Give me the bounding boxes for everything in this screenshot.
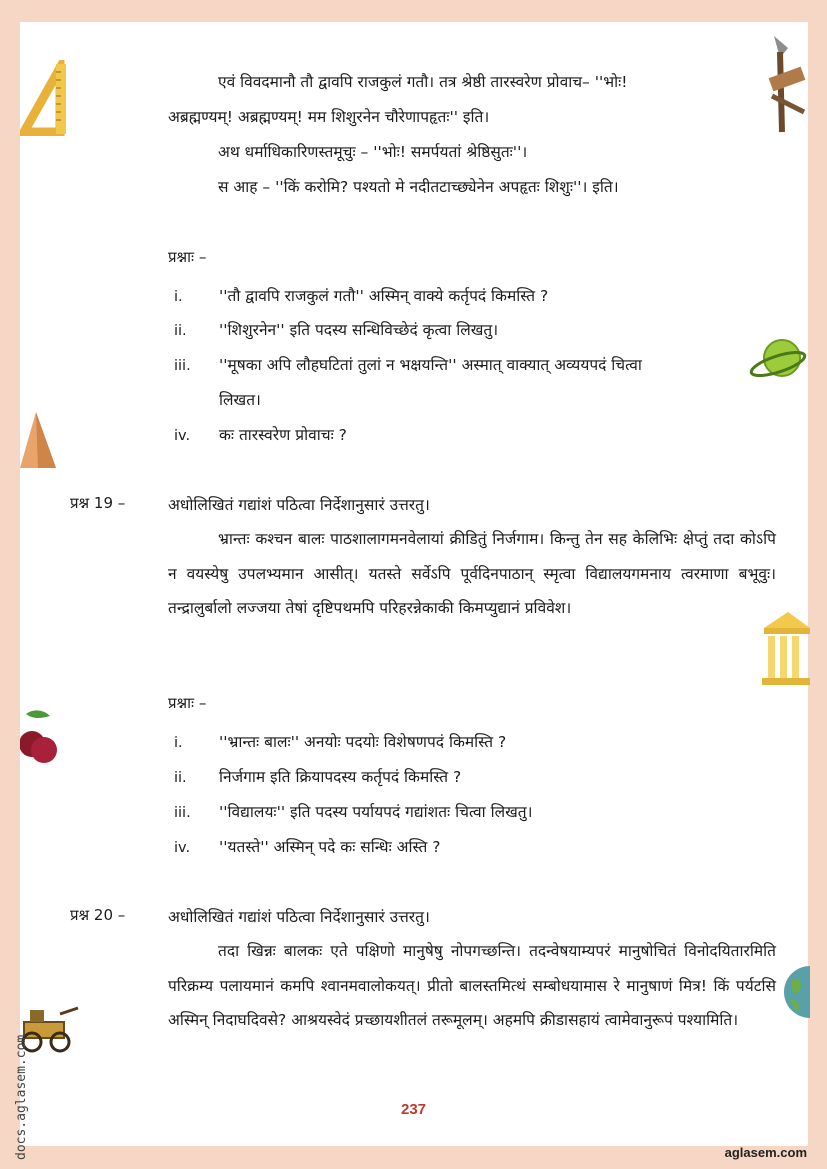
question-number: iii. [174,358,191,374]
red-fruit-icon [20,706,60,770]
questions-a-heading: प्रश्नाः – [168,248,207,266]
question-19-item-4 [174,835,441,857]
pyramid-icon [20,410,58,470]
passage-a-line-1: एवं विवदमानौ तौ द्वावपि राजकुलं गतौ। तत्र श्रेष्ठी तारस्वरेण प्रोवाच– ''भोः! [218,73,628,91]
question-text: ''विद्यालयः'' इति पदस्य पर्यायपदं गद्यांशतः चित्वा लिखतु। [219,803,533,821]
vintage-car-icon [20,1000,82,1054]
question-19-heading: प्रश्नाः – [168,694,207,712]
question-text: ''यतस्ते'' अस्मिन् पदे कः सन्धिः अस्ति ? [219,838,441,856]
stone-spear-icon [768,34,810,134]
question-text: कः तारस्वरेण प्रोवाचः ? [219,426,347,444]
question-text: ''मूषका अपि लौहघटितां तुलां न भक्षयन्ति'' अस्मात् वाक्यात् अव्ययपदं चित्वा [219,356,642,374]
question-a-2 [174,318,498,340]
question-19-instruction: अधोलिखितं गद्यांशं पठित्वा निर्देशानुसारं उत्तरतु। [168,496,430,514]
question-text: ''तौ द्वावपि राजकुलं गतौ'' अस्मिन् वाक्ये कर्तृपदं किमस्ति ? [219,287,549,305]
question-number: ii. [174,770,187,786]
question-number: ii. [174,323,187,339]
planet-ring-icon [748,336,808,384]
ruler-set-square-icon [20,60,68,136]
site-watermark: aglasem.com [724,1145,807,1160]
page-number: 237 [400,1101,427,1118]
question-20-instruction: अधोलिखितं गद्यांशं पठित्वा निर्देशानुसारं उत्तरतु। [168,908,430,926]
question-19-passage: भ्रान्तः कश्चन बालः पाठशालागमनवेलायां क्रीडितुं निर्जगाम। किन्तु तेन सह केलिभिः क्षेप्तुं तदा कोऽपि न वयस्येषु उपलभ्यमान आसीत्। यतस्ते सर्वेऽपि पूर्वदिनपाठान् स्मृत्वा विद्यालयगमनाय त्वरमाणा बभूवुः। तन्द्रालुर्बालो लज्जया तेषां दृष्टिपथमपि परिहरन्नेकाकी किमप्युद्यानं प्रविवेश। [168,530,776,617]
question-number: i. [174,289,183,305]
question-a-4 [174,423,347,445]
question-number: iv. [174,840,191,856]
question-number: iv. [174,428,191,444]
question-a-3 [174,353,642,375]
globe-icon [778,962,810,1022]
question-19-item-1 [174,730,506,752]
question-text: निर्जगाम इति क्रियापदस्य कर्तृपदं किमस्ति ? [219,768,462,786]
question-number: i. [174,735,183,751]
question-19-item-3 [174,800,533,822]
passage-a-line-4: स आह – ''किं करोमि? पश्यतो मे नदीतटाच्छ्येनेन अपहृतः शिशुः''। इति। [218,178,619,196]
question-text: ''शिशुरनेन'' इति पदस्य सन्धिविच्छेदं कृत्वा लिखतु। [219,321,499,339]
side-watermark: docs.aglasem.com [14,1034,29,1160]
question-a-1 [174,284,548,306]
question-19-item-2 [174,765,461,787]
passage-a-line-2: अब्रह्मण्यम्! अब्रह्मण्यम्! मम शिशुरनेन चौरेणापहृतः'' इति। [168,108,490,126]
question-20-label: प्रश्न 20 – [70,906,126,924]
question-number: iii. [174,805,191,821]
passage-a-line-3: अथ धर्माधिकारिणस्तमूचुः – ''भोः! समर्पयतां श्रेष्ठिसुतः''। [218,143,528,161]
question-text: ''भ्रान्तः बालः'' अनयोः पदयोः विशेषणपदं किमस्ति ? [219,733,507,751]
question-a-3-continued: लिखत। [219,391,261,409]
question-19-label: प्रश्न 19 – [70,494,126,512]
question-20-passage: तदा खिन्नः बालकः एते पक्षिणो मानुषेषु नोपगच्छन्ति। तदन्वेषयाम्यपरं मानुषोचितं विनोदयितारमिति परिक्रम्य पलायमानं कमपि श्वानमवालोकयत्। प्रीतो बालस्तमित्थं सम्बोधयामास रे मानुषाणं मित्र! किं पर्यटसि अस्मिन् निदाघदिवसे? आश्रयस्वेदं प्रच्छायशीतलं तरूमूलम्। अहमपि क्रीडासहायं त्वामेवानुरूपं पश्यामिति। [168,942,776,1029]
